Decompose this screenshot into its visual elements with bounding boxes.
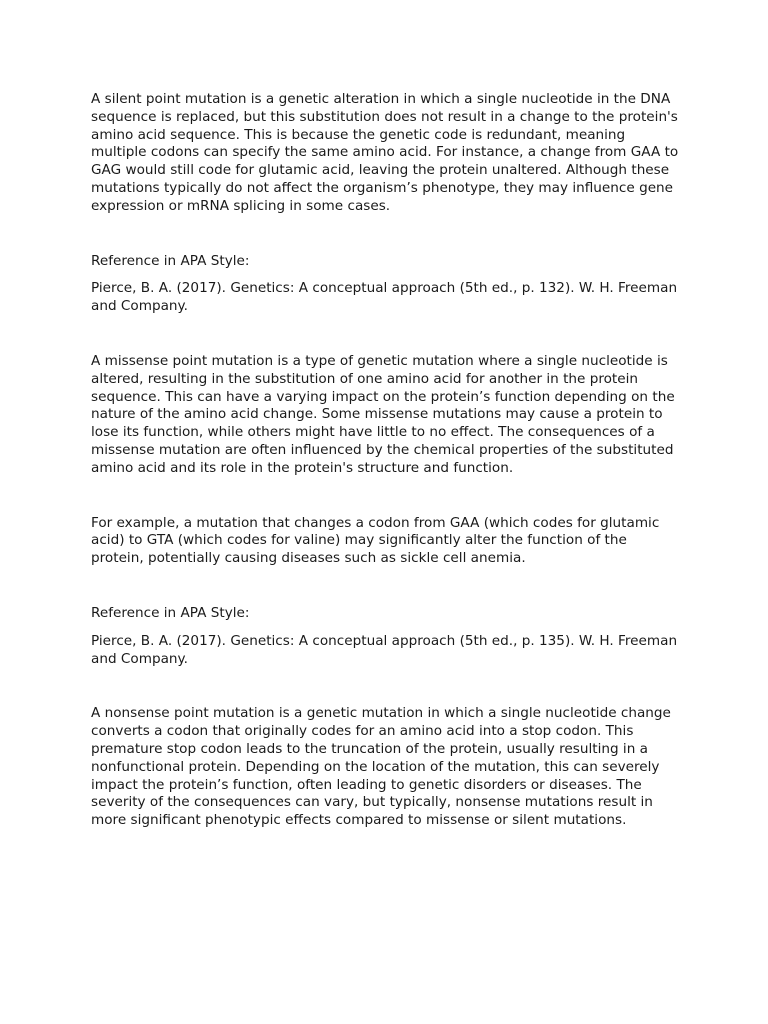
spacer	[91, 568, 681, 605]
reference-heading: Reference in APA Style:	[91, 604, 250, 621]
spacer	[91, 216, 681, 253]
reference-heading: Reference in APA Style:	[91, 252, 250, 269]
spacer	[91, 668, 681, 705]
paragraph-silent-mutation: A silent point mutation is a genetic alteration in which a single nucleotide in the DNA sequence is replaced, but this substitution does not result in a change to the protein's amino acid sequence. This is because the genetic code is redundant, meaning multiple codons can specify the same amino acid. For instance, a change from GAA to GAG would still code for glutamic acid, leaving the protein unaltered. Although these mutations typically do not affect the organism’s phenotype, they may influence gene expression or mRNA splicing in some cases.	[91, 91, 679, 214]
spacer	[91, 316, 681, 353]
spacer	[91, 623, 681, 633]
paragraph-nonsense-mutation: A nonsense point mutation is a genetic mutation in which a single nucleotide change converts a codon that originally codes for an amino acid into a stop codon. This premature stop codon leads to the truncation of the protein, usually resulting in a nonfunctional protein. Depending on the location of the mutation, this can severely impact the protein’s function, often leading to genetic disorders or diseases. The severity of the consequences can vary, but typically, nonsense mutations result in more significant phenotypic effects compared to missense or silent mutations.	[91, 705, 671, 829]
paragraph-missense-mutation: A missense point mutation is a type of genetic mutation where a single nucleotide is altered, resulting in the substitution of one amino acid for another in the protein sequence. This can have a varying impact on the protein’s function depending on the nature of the amino acid change. Some missense mutations may cause a protein to lose its function, while others might have little to no effect. The consequences of a missense mutation are often influenced by the chemical properties of the substituted amino acid and its role in the protein's structure and function.	[91, 352, 675, 476]
document-body	[91, 91, 681, 830]
reference-citation: Pierce, B. A. (2017). Genetics: A conceptual approach (5th ed., p. 135). W. H. Freeman and Company.	[91, 632, 678, 667]
spacer	[91, 478, 681, 515]
paragraph-example: For example, a mutation that changes a codon from GAA (which codes for glutamic acid) to GTA (which codes for valine) may significantly alter the function of the protein, potentially causing diseases such as sickle cell anemia.	[91, 514, 660, 567]
reference-citation: Pierce, B. A. (2017). Genetics: A conceptual approach (5th ed., p. 132). W. H. Freeman and Company.	[91, 280, 678, 315]
spacer	[91, 270, 681, 280]
